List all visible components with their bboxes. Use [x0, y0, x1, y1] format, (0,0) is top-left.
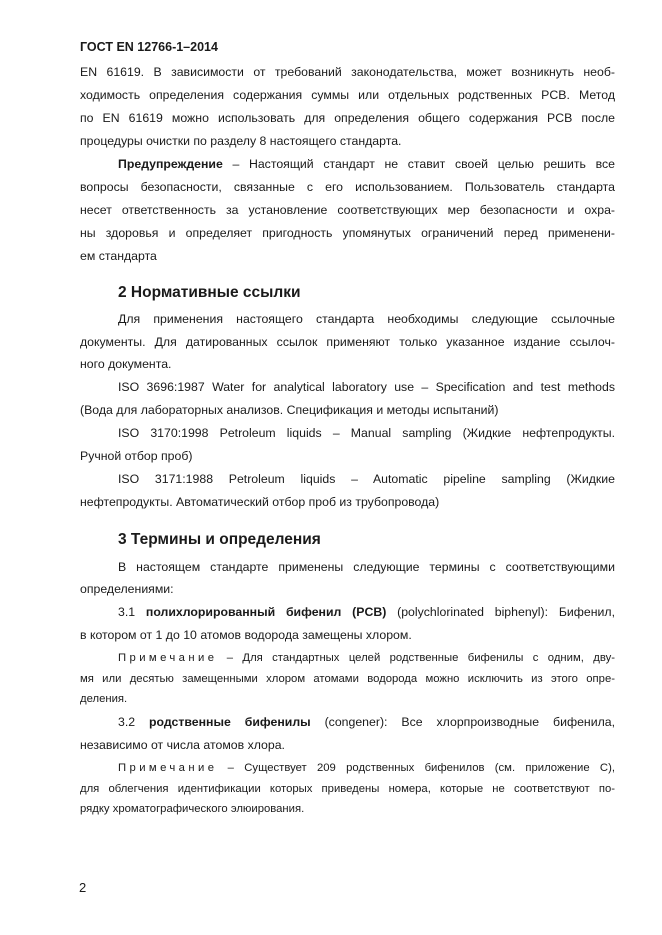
text-line: процедуры очистки по разделу 8 настоящего стандарта. — [80, 134, 402, 148]
text-line: определениями: — [80, 582, 174, 596]
text-line: В настоящем стандарте применены следующие термины с соответствующими — [118, 560, 615, 574]
term-number: 3.1 — [118, 605, 146, 619]
term-name: родственные бифенилы — [149, 715, 311, 729]
note-text: – Существует 209 родственных бифенилов (см. приложение С), — [217, 762, 615, 774]
note-2 — [118, 761, 615, 776]
text-line: EN 61619. В зависимости от требований законодательства, может возникнуть необ- — [80, 65, 615, 79]
text-line: для облегчения идентификации которых приведены номера, которые не соответствуют по- — [80, 783, 615, 795]
text-line: деления. — [80, 693, 128, 705]
text-line: ного документа. — [80, 357, 172, 371]
text-line: ны здоровья и определяет пригодность упомянутых ограничений перед применени- — [80, 226, 615, 240]
note-label: Примечание — [118, 652, 218, 664]
section-3-title: 3 Термины и определения — [118, 531, 321, 548]
text-line: независимо от числа атомов хлора. — [80, 738, 285, 752]
document-header: ГОСТ EN 12766-1–2014 — [80, 40, 218, 54]
term-rest: (polychlorinated biphenyl): Бифенил, — [386, 605, 616, 619]
note-label: Примечание — [118, 762, 218, 774]
text-line: ем стандарта — [80, 249, 157, 263]
text-line: Для применения настоящего стандарта необходимы следующие ссылочные — [118, 312, 615, 326]
term-3-2 — [118, 715, 615, 730]
text-line: документы. Для датированных ссылок применяют только указанное издание ссылоч- — [80, 335, 615, 349]
text-line: Ручной отбор проб) — [80, 449, 193, 463]
text-line: рядку хроматографического элюирования. — [80, 803, 305, 815]
text-line: несет ответственность за установление соответствующих мер безопасности и охра- — [80, 203, 615, 217]
text-line: мя или десятью замещенными хлором атомами водорода можно исключить из этого опре- — [80, 673, 615, 685]
text-line: в котором от 1 до 10 атомов водорода замещены хлором. — [80, 628, 412, 642]
term-rest: (congener): Все хлорпроизводные бифенила, — [310, 715, 615, 729]
text-line: по EN 61619 можно использовать для определения общего содержания PCB после — [80, 111, 615, 125]
warning-text: – Настоящий стандарт не ставит своей целью решить все — [222, 157, 615, 171]
text-line: ходимость определения содержания суммы или отдельных родственных PCB. Метод — [80, 88, 615, 102]
text-line: вопросы безопасности, связанные с его использованием. Пользователь стандарта — [80, 180, 615, 194]
reference-iso-3170: ISO 3170:1998 Petroleum liquids – Manual sampling (Жидкие нефтепродукты. — [118, 426, 615, 440]
reference-iso-3696: ISO 3696:1987 Water for analytical laboratory use – Specification and test methods — [118, 380, 615, 394]
term-name: полихлорированный бифенил (PCB) — [145, 605, 387, 619]
section-2-title: 2 Нормативные ссылки — [118, 284, 301, 301]
page-number: 2 — [79, 880, 87, 895]
warning-label: Предупреждение — [118, 157, 223, 171]
reference-iso-3171: ISO 3171:1988 Petroleum liquids – Automatic pipeline sampling (Жидкие — [118, 472, 615, 486]
warning-paragraph — [118, 157, 615, 172]
term-number: 3.2 — [118, 715, 150, 729]
text-line: (Вода для лабораторных анализов. Спецификация и методы испытаний) — [80, 403, 499, 417]
note-1 — [118, 651, 615, 666]
text-line: нефтепродукты. Автоматический отбор проб из трубопровода) — [80, 495, 440, 509]
note-text: – Для стандартных целей родственные бифенилы с одним, дву- — [217, 652, 615, 664]
term-3-1 — [118, 605, 615, 620]
